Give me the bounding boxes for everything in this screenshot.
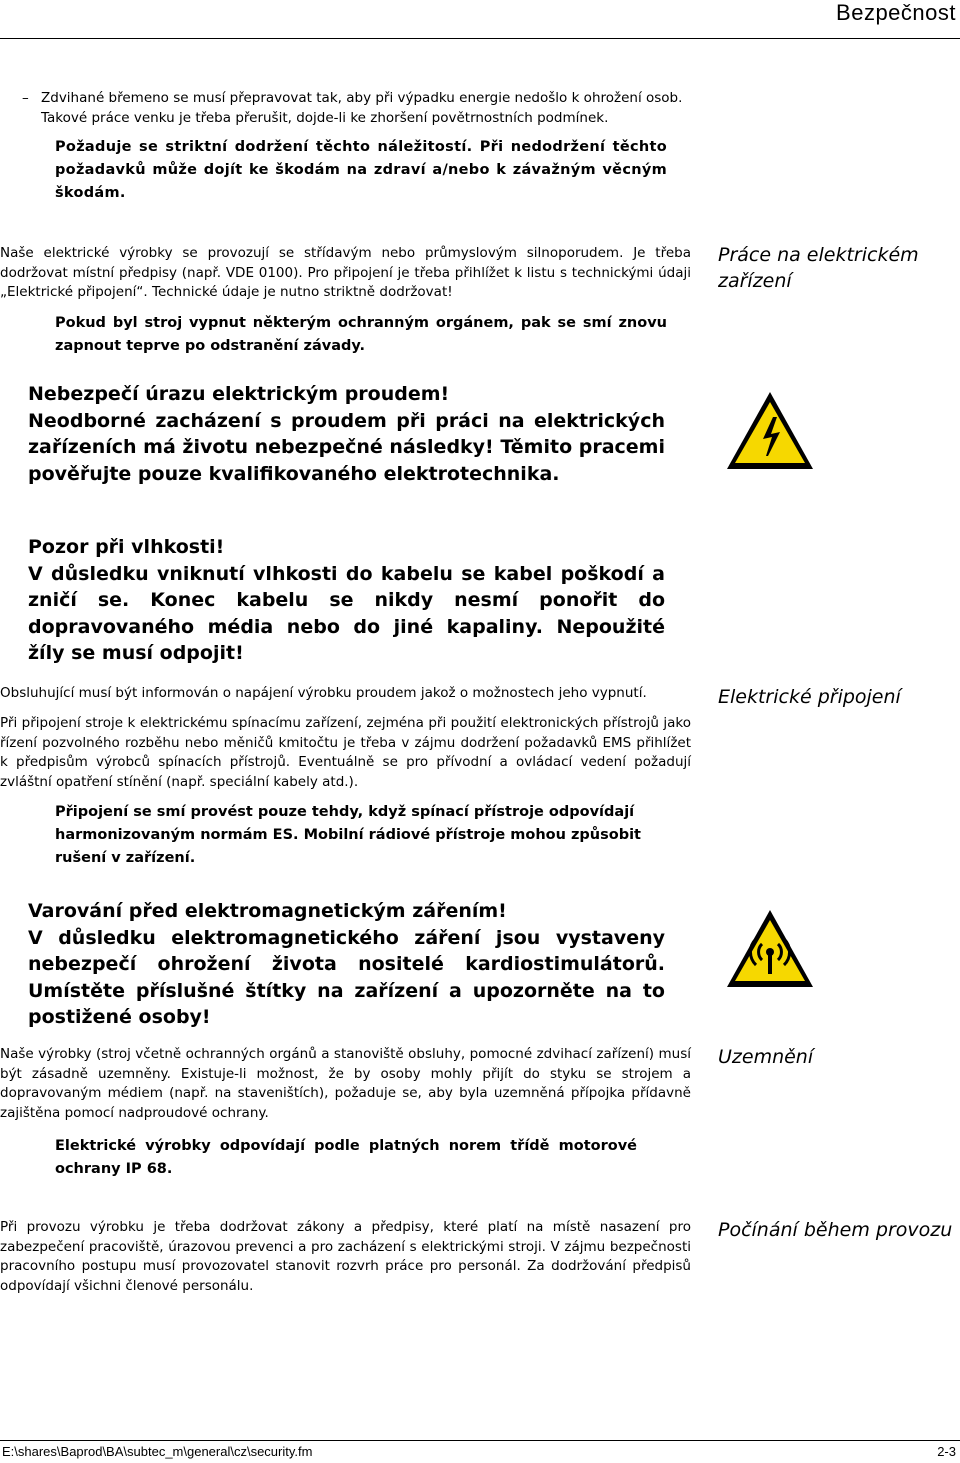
side-heading-electrical-work: Práce na elektrickém zařízení [718,244,919,292]
warning-title: Nebezpečí úrazu elektrickým proudem! [28,383,450,405]
non-ionizing-radiation-warning-icon [725,908,815,990]
emf-warning [28,898,665,1031]
footer-rule [0,1440,960,1441]
electrical-connection-body-1: Obsluhující musí být informován o napájení výrobku proudem jakož o možnostech jeho vypnutí. [0,685,647,701]
moisture-warning [28,534,665,667]
side-heading-electrical-connection: Elektrické připojení [718,686,901,708]
page-header-title: Bezpečnost [836,0,956,25]
bullet-text: Zdvihané břemeno se musí přepravovat tak, aby při výpadku energie nedošlo k ohrožení osob. Takové práce venku je třeba přerušit, dojde-li ke zhoršení povětrnostních podmínek. [41,90,683,126]
emf-warning-text: V důsledku elektromagnetického záření jsou vystaveny nebezpečí ohrožení života nositelé kardiostimulátorů. Umístěte příslušné štítky na zařízení a upozorněte na to postižené osoby! [28,926,665,1028]
electrical-connection-body-2: Při připojení stroje k elektrickému spínacímu zařízení, zejména při použití elektronických přístrojů jako řízení pozvolného rozběhu nebo měničů kmitočtu je třeba v zájmu dodržení požadavků EMS přihlížet k předpisům výrobců spínacích přístrojů. Eventuálně se pro přívodní a ovládací vedení požadují zvláštní opatření stínění (např. speciální kabely atd.). [0,715,691,790]
intro-notice: Požaduje se striktní dodržení těchto náležitostí. Při nedodržení těchto požadavků může dojít ke škodám na zdraví a/nebo k závažným věcným škodám. [55,139,667,201]
side-heading-grounding: Uzemnění [718,1046,814,1068]
grounding-notice: Elektrické výrobky odpovídají podle platných norem třídě motorové ochrany IP 68. [55,1138,637,1177]
electric-shock-warning [28,381,665,487]
high-voltage-warning-icon [725,390,815,472]
emf-warning-title: Varování před elektromagnetickým zářením! [28,900,507,922]
electrical-connection-notice: Připojení se smí provést pouze tehdy, když spínací přístroje odpovídají harmonizovaným normám ES. Mobilní rádiové přístroje mohou způsobit rušení v zařízení. [55,804,641,866]
operation-body: Při provozu výrobku je třeba dodržovat zákony a předpisy, které platí na místě nasazení pro zabezpečení pracoviště, úrazovou prevenci a pro zacházení s elektrickými stroji. V zájmu bezpečnosti pracovního postupu musí provozovatel stanovit rozvrh práce pro personál. Za dodržování předpisů odpovídají všichni členové personálu. [0,1219,691,1294]
grounding-body: Naše výrobky (stroj včetně ochranných orgánů a stanoviště obsluhy, pomocné zdvihací zařízení) musí být zásadně uzemněny. Existuje-li možnost, že by osoby mohly přijít do styku se strojem a dopravovaným médiem (např. na staveništích), požaduje se, aby byla uzemněná přípojka přídavně zajištěna pomocí nadproudové ochrany. [0,1046,691,1121]
electrical-work-body: Naše elektrické výrobky se provozují se střídavým nebo průmyslovým silnoporudem. Je třeba dodržovat místní předpisy (např. VDE 0100). Pro připojení je třeba přihlížet k listu s technickými údaji „Elektrické připojení“. Technické údaje je nutno striktně dodržovat! [0,245,691,300]
antenna-source [766,948,774,956]
header-rule [0,38,960,39]
electrical-work-notice: Pokud byl stroj vypnut některým ochranným orgánem, pak se smí znovu zapnout teprve po odstranění závady. [55,315,667,354]
moisture-warning-title: Pozor při vlhkosti! [28,536,225,558]
moisture-warning-text: V důsledku vniknutí vlhkosti do kabelu se kabel poškodí a zničí se. Konec kabelu se nikdy nesmí ponořit do dopravovaného média nebo do jiné kapaliny. Nepoužité žíly se musí odpojit! [28,562,665,664]
side-heading-operation: Počínání během provozu [718,1219,953,1241]
footer-page-number: 2-3 [937,1444,956,1459]
warning-text: Neodborné zacházení s proudem při práci na elektrických zařízeních má životu nebezpečné následky! Těmito pracemi pověřujte pouze kvalifikovaného elektrotechnika. [28,409,665,485]
bullet-dash: – [22,90,29,106]
footer-file-path: E:\shares\Baprod\BA\subtec_m\general\cz\security.fm [2,1444,313,1459]
